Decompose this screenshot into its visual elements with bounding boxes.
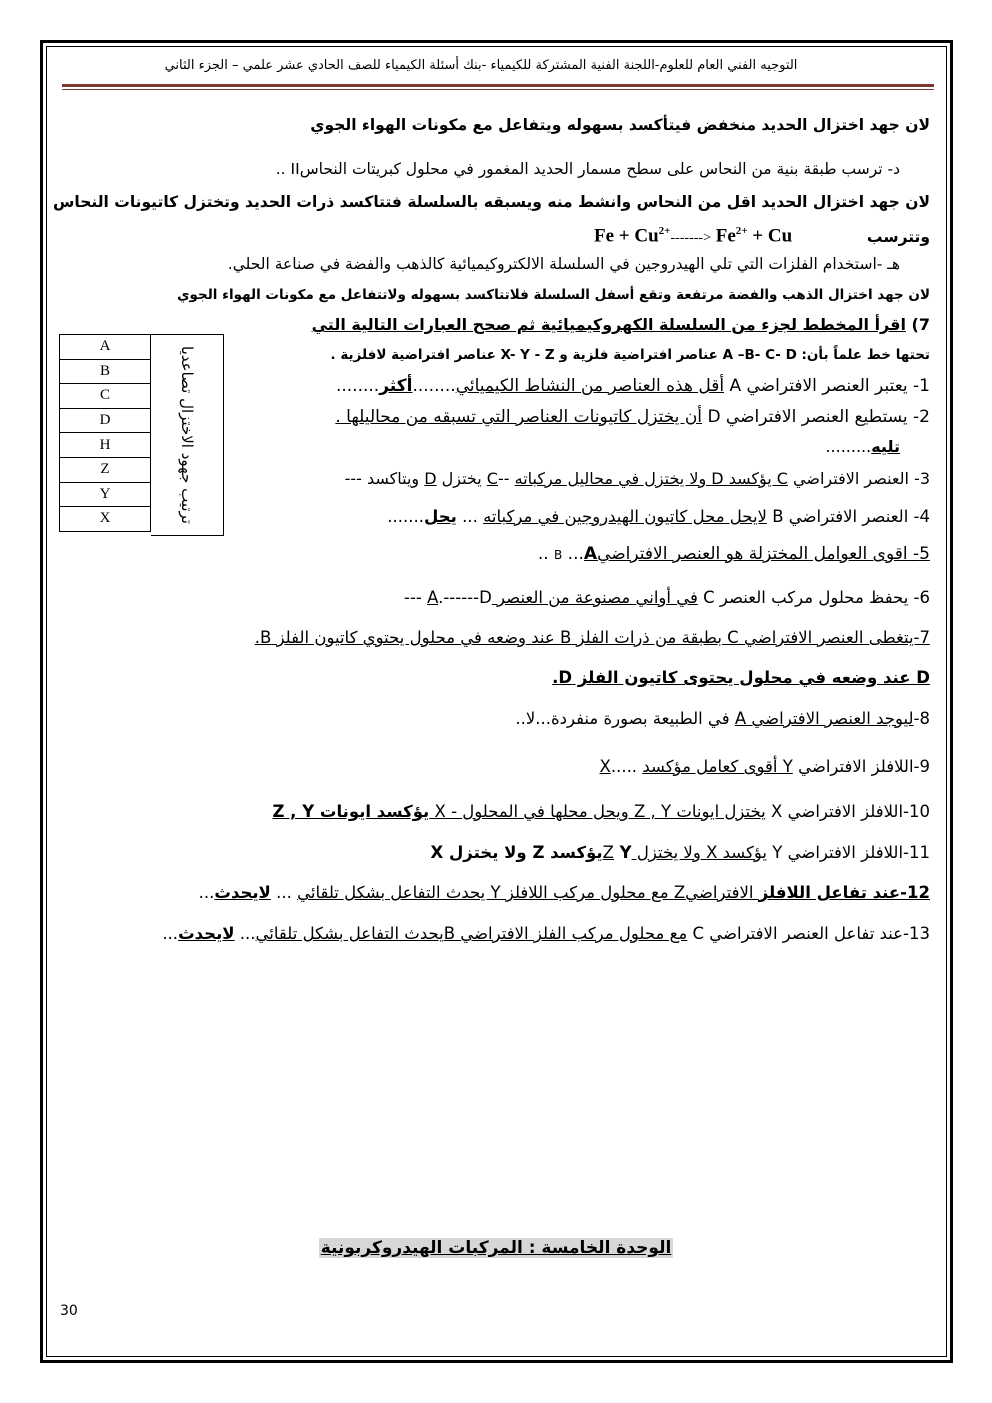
item-1-answer: أكثر [379,376,413,396]
item-7-answer: D عند وضعه في محلول يحتوى كاتيون الفلز D. [552,668,930,687]
answer-line-d: لان جهد اختزال الحديد اقل من النحاس وانشط منه ويسبقه بالسلسلة فتتاكسد ذرات الحديد وتختزل كاتيونات النحاس [53,193,930,211]
item-8-underlined: ليوجد العنصر الافتراضي A [734,709,914,728]
item-12-underlined: الافتراضيZ مع محلول مركب اللافلز Y يحدث التفاعل بشكل تلقائي [297,883,759,902]
header-rule-thick [62,84,934,87]
item-4: 4- العنصر الافتراضي B لايحل محل كاتيون الهيدروجين في مركباته ... يحل....... [387,507,930,526]
item-1-underlined: أقل هذه العناصر من النشاط الكيميائي [455,376,725,396]
item-10-answer: يؤكسد ايونات Z , Y [272,802,430,821]
series-row: H [60,433,151,458]
item-4-underlined: لايحل محل كاتيون الهيدروجين في مركباته [483,507,767,526]
header-rule-thin [62,89,934,90]
answer-line-e: لان جهد اختزال الذهب والفضة مرتفعة وتقع أسفل السلسلة فلاتتاكسد بسهوله ولاتتفاعل مع مكونات الهواء الجوي [177,287,930,303]
equation-product-1: Fe [710,225,736,247]
question-7-title [312,315,930,334]
item-5-answer: A [583,544,598,564]
item-9-answer: X [599,757,611,776]
item-13-underlined: مع محلول مركب الفلز الافتراضي Bيحدث التفاعل بشكل تلقائي [255,924,688,943]
item-12-answer: لايحدث [214,883,271,902]
equation-product-1-charge: 2+ [735,225,748,237]
item-6-underlined: في أواني مصنوعة من العنصر A [427,588,698,607]
item-3: 3- العنصر الافتراضي C يؤكسد D ولا يختزل في محاليل مركباته --C يختزل D ويتاكسد --- [344,469,930,488]
item-13: 13-عند تفاعل العنصر الافتراضي C مع محلول مركب الفلز الافتراضي Bيحدث التفاعل بشكل تلقائي... لايحدث... [162,924,930,943]
item-5-underlined: 5- اقوى العوامل المختزلة هو العنصر الافتراضي [597,544,930,564]
equation-arrow: -------> [670,230,711,246]
question-e: هـ -استخدام الفلزات التي تلي الهيدروجين في السلسلة الالكتروكيميائية كالذهب والفضة في صناعة الحلي. [227,255,900,273]
item-12: 12-عند تفاعل اللافلز الافتراضيZ مع محلول مركب اللافلز Y يحدث التفاعل بشكل تلقائي ... لايحدث... [198,883,930,902]
item-10: 10-اللافلز الافتراضي X يختزل ايونات Z , Y ويحل محلها في المحلول - X يؤكسد ايونات Z , Y [272,802,930,821]
item-10-underlined: يختزل ايونات Z , Y ويحل محلها في المحلول [462,802,766,821]
item-6: 6- يحفظ محلول مركب العنصر C في أواني مصنوعة من العنصر A.------D --- [404,588,930,607]
answer-line-1: لان جهد اختزال الحديد منخفض فيتأكسد بسهوله ويتفاعل مع مكونات الهواء الجوي [310,116,930,134]
item-13-answer: لايحدث [178,924,235,943]
series-row: B [60,359,151,384]
electrochemical-series-table [59,334,151,532]
equation-lhs: Fe + Cu [594,225,659,247]
question-7-note: تحتها خط علماً بأن: A –B- C- D عناصر افتراضية فلزية و X- Y - Z عناصر افتراضية لافلزية . [330,347,930,363]
item-4-answer: يحل [424,507,457,526]
item-5: 5- اقوى العوامل المختزلة هو العنصر الافتراضيB ...A .. [537,544,930,564]
unit-title: الوحدة الخامسة : المركبات الهيدروكربونية [320,1238,672,1258]
series-row: X [60,507,151,532]
page-header: التوجيه الفني العام للعلوم-اللجنة الفنية المشتركة للكيمياء -بنك أسئلة الكيمياء للصف الحادي عشر علمي – الجزء الثاني [164,58,798,73]
item-3-underlined: C يؤكسد D ولا يختزل في محاليل مركباته [514,469,788,488]
item-11: 11-اللافلز الافتراضي Y يؤكسد X ولا يختزل Z Yيؤكسد Z ولا يختزل X [430,843,930,862]
item-2-answer: تليه [871,437,900,456]
item-11-answer: Yيؤكسد Z ولا يختزل X [430,843,632,862]
question-7-number: 7) [911,315,930,334]
reaction-equation [594,225,792,247]
item-11-underlined: يؤكسد X ولا يختزل Z [602,843,767,862]
series-side-label: ترتيب جهود الاختزال تصاعديا [178,346,196,524]
item-2: 2- يستطيع العنصر الافتراضي D أن يختزل كاتيونات العناصر التي تسبقه من محاليلها . [335,407,930,427]
item-8: 8-ليوجد العنصر الافتراضي A في الطبيعة بصورة منفردة...لا.. [515,709,930,728]
item-1: 1- يعتبر العنصر الافتراضي A أقل هذه العناصر من النشاط الكيميائي........أكثر........ [335,376,930,396]
answer-line-d-continued: وتترسب [866,228,930,246]
series-row: C [60,384,151,409]
series-row: D [60,408,151,433]
series-row: A [60,335,151,360]
question-d: د- ترسب طبقة بنية من النحاس على سطح مسمار الحديد المغمور في محلول كبريتات النحاسII .. [275,160,900,178]
item-9: 9-اللافلز الافتراضي Y أقوى كعامل مؤكسد .....X [599,757,930,776]
series-row: Z [60,457,151,482]
page-border-inner [46,46,947,1357]
item-2-answer-line: تليه......... [825,437,900,456]
question-7-text: اقرأ المخطط لجزء من السلسلة الكهروكيميائية ثم صحح العبارات التالية التي [311,315,906,334]
series-row: Y [60,482,151,507]
equation-product-2: + Cu [747,225,793,247]
item-7: 7-يتغطى العنصر الافتراضي C بطبقة من ذرات الفلز B عند وضعه في محلول يحتوي كاتيون الفلز B. [254,628,930,647]
item-2-underlined: أن يختزل كاتيونات العناصر التي تسبقه من محاليلها . [335,407,703,427]
equation-lhs-charge: 2+ [658,225,671,237]
page-number: 30 [60,1303,78,1319]
item-9-underlined: Y أقوى كعامل مؤكسد [642,757,793,776]
